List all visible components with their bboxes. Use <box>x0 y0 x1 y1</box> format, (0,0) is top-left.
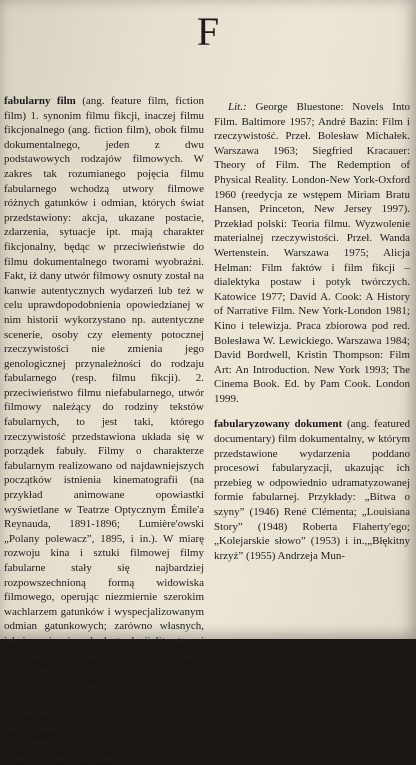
left-column <box>4 94 204 765</box>
literature-text: George Bluestone: Novels Into Film. Baltimore 1957; André Bazin: Film i rzeczywistość. Przeł. Bolesław Michałek. Warszawa 1963; Siegfried Kracauer: Theory of Film. The Redemption of Physical Reality. London-New York-Oxford 1960 (reedycja ze wstępem Miriam Bratu Hansen, Princeton, New Jersey 1997). Przekład polski: Teoria filmu. Wyzwolenie materialnej rzeczywistości. Przeł. Wanda Wertenstein. Warszawa 1975; Alicja Helman: Film faktów i film fikcji – dialektyka postaw i potyk twórczych. Katowice 1977; David A. Cook: A History of Narrative Film. New York-London 1981; Kino i telewizja. Praca zbiorowa pod red. Bolesława W. Lewickiego. Warszawa 1984; David Bordwell, Kristin Thompson: Film Art: An Introduction. New York 1993; The Cinema Book. Ed. by Pam Cook. London 1999. <box>214 101 410 405</box>
entry-term: fabularny film <box>4 95 76 107</box>
entry-body: (ang. featured documentary) film dokumentalny, w którym przedstawione wydarzenia poddano procesowi fabularyzacji, ukazując ich przebieg w odpowiednio udramatyzowanej formie fabularnej. Przykłady: „Bitwa o szyny” (1946) René Clémenta; „Louisiana Story” (1948) Roberta Flaherty'ego; „Kolejarskie słowo” (1953) i in.,„Błękitny krzyż” (1955) Andrzeja Mun- <box>214 418 410 562</box>
entry-fabularny-film <box>4 94 204 765</box>
entry-body: (ang. feature film, fiction film) 1. synonim filmu fikcji, inaczej filmu fikcjonalnego (ang. fiction film), obok filmu dokumentalnego, jeden z dwu podstawowych rodzajów filmowych. W zakres tak rozumianego pojęcia filmu fabularnego wchodzą utwory filmowe różnych gatunków i odmian, których świat przedstawiony: akcja, ukazane postacie, zdarzenia, sytuacje ipt. mają charakter fikcjonalny, będąc w przeciwieństwie do filmu dokumentalnego tworami wyobraźni. Fakt, iż dany utwór filmowy osnuty został na kanwie autentycznych wydarzeń lub też w celu uprawdopodobnienia opowiedzianej w nim historii wykorzystano np. autentyczne scenerie, osoby czy elementy potocznej rzeczywistości nie zmienia jego genologicznej przynależności do rodzaju fabularnego (resp. filmu fikcji). 2. przeciwieństwo filmu niefabularnego, utwór filmowy należący do rodziny tekstów fabularnych, to jest taki, którego rzeczywistość przedstawiona układa się w porządek fabuły. Filmy o charakterze fabularnym realizowano od najdawniejszych początków istnienia kinematografii (na przykład animowane opowiastki wyświetlane w Teatrze Optycznym Émile'a Reynauda, 1891-1896; Lumière'owski „Polany polewacz”, 1895, i in.). W miarę rozwoju kina i sztuki filmowej filmy fabularne stały się najbardziej rozpowszechnioną formą widowiska filmowego, operując niezmiernie szerokim wachlarzem gatunków i wyspecjalizowanym odmian gatunkowych; zarówno własnych, jak i nawiązujących do tradycji literatury i dramatu, a także pełniąc wielorakie funkcje społeczno-kulturowe: od artystycznych (dzieło sztuki filmowej) do użytkowych (film reklamowy). Zob. rodzaj dokumentalny, rodzaj filmowy, film paradokumentalny, fabularyzowany dokument oraz poszczególne gatunki i odmiany filmu fabularnego. <box>4 95 204 764</box>
right-column <box>214 94 410 563</box>
literature-paragraph <box>214 100 410 406</box>
section-letter: F <box>196 9 220 54</box>
entry-fabularyzowany-dokument <box>214 417 410 563</box>
entry-term: fabularyzowany dokument <box>214 418 343 431</box>
literature-label: Lit.: <box>228 101 247 113</box>
